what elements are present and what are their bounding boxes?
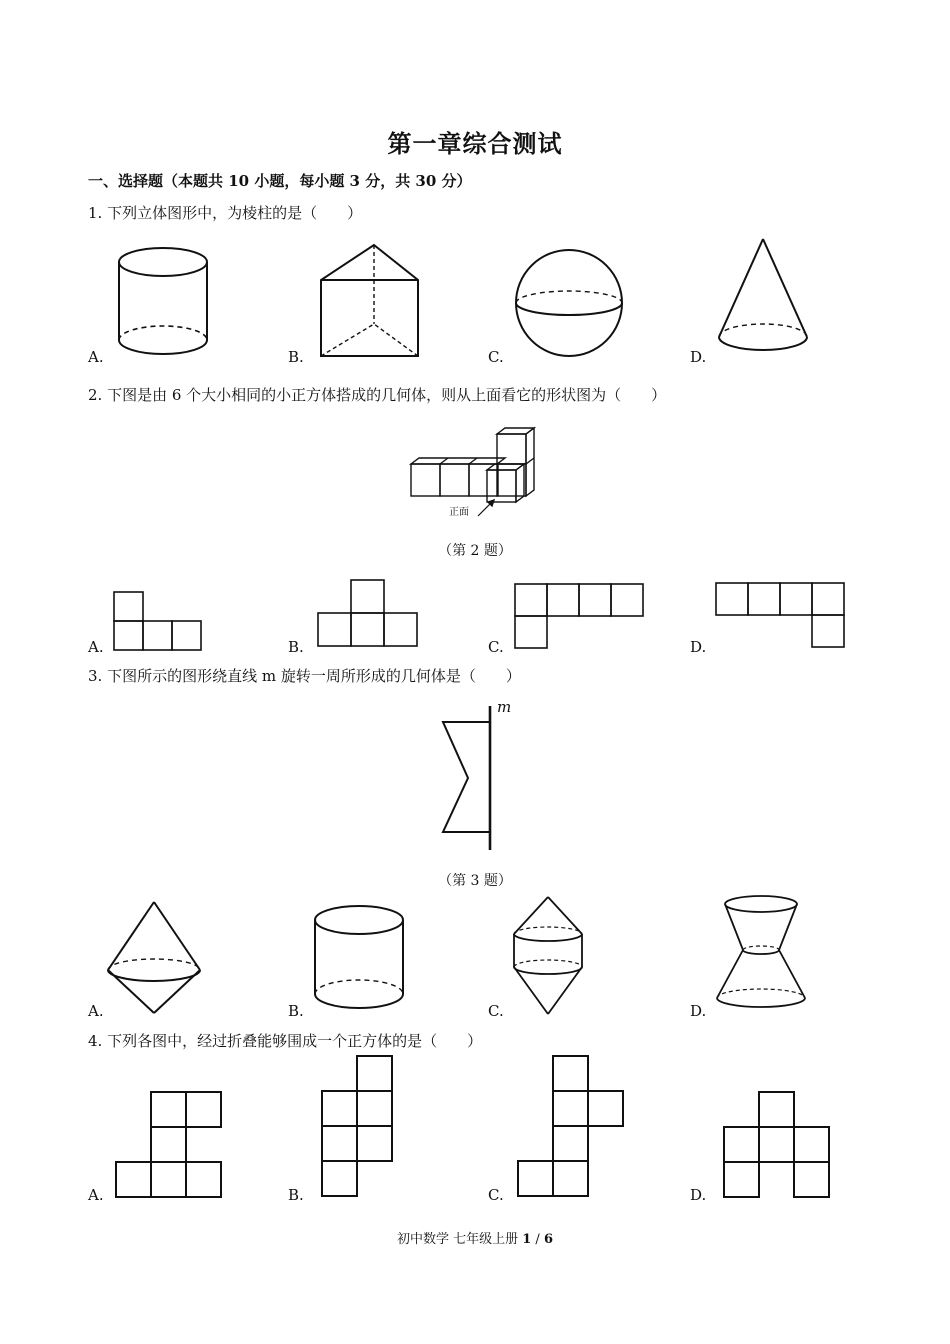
- q4-option-c-net: [516, 1054, 628, 1200]
- page-title: 第一章综合测试: [387, 129, 563, 158]
- hourglass-cones-icon: [712, 892, 812, 1014]
- q2-option-d[interactable]: D.: [690, 638, 707, 656]
- q2-option-b[interactable]: B.: [288, 638, 304, 656]
- page-number: 1: [522, 1232, 532, 1247]
- front-view-label: 正面: [449, 507, 469, 518]
- cone-icon: [712, 236, 822, 361]
- page-separator: /: [531, 1232, 544, 1247]
- footer-text: 初中数学 七年级上册: [396, 1232, 523, 1247]
- q1-option-a[interactable]: A.: [88, 348, 104, 366]
- question-2-text: 2. 下图是由 6 个大小相同的小正方体搭成的几何体，则从上面看它的形状图为（ ）: [88, 386, 667, 404]
- question-4-text: 4. 下列各图中，经过折叠能够围成一个正方体的是（ ）: [88, 1032, 483, 1050]
- q3-option-b[interactable]: B.: [288, 1002, 304, 1020]
- q2-option-d-grid: [714, 581, 846, 651]
- q2-option-c[interactable]: C.: [488, 638, 504, 656]
- cube-stack-figure: [408, 426, 548, 522]
- sphere-icon: [512, 246, 632, 366]
- rotation-figure: [438, 700, 518, 860]
- double-cone-icon: [104, 898, 208, 1018]
- q3-option-d[interactable]: D.: [690, 1002, 707, 1020]
- q1-option-d[interactable]: D.: [690, 348, 707, 366]
- q4-option-d-net: [722, 1090, 834, 1200]
- q4-option-b-net: [320, 1054, 396, 1200]
- cylinder-icon: [110, 244, 220, 364]
- question-3-text: 3. 下图所示的图形绕直线 m 旋转一周所形成的几何体是（ ）: [88, 667, 521, 685]
- q3-option-a[interactable]: A.: [88, 1002, 104, 1020]
- q2-option-c-grid: [513, 582, 645, 652]
- cone-cylinder-cone-icon: [510, 894, 594, 1018]
- question-1-text: 1. 下列立体图形中，为棱柱的是（ ）: [88, 204, 363, 222]
- q3-option-c[interactable]: C.: [488, 1002, 504, 1020]
- axis-m-label: m: [497, 698, 512, 716]
- section-heading: 一、选择题（本题共 10 小题，每小题 3 分，共 30 分）: [88, 172, 472, 190]
- q4-option-c[interactable]: C.: [488, 1186, 504, 1204]
- q4-option-a[interactable]: A.: [88, 1186, 104, 1204]
- q1-option-c[interactable]: C.: [488, 348, 504, 366]
- page-footer: [0, 1228, 950, 1247]
- page-total: 6: [543, 1232, 553, 1247]
- q4-option-b[interactable]: B.: [288, 1186, 304, 1204]
- q2-option-a-grid: [112, 590, 204, 652]
- question-3-caption: （第 3 题）: [438, 873, 512, 889]
- q4-option-a-net: [114, 1090, 224, 1200]
- cylinder-option-icon: [311, 902, 411, 1014]
- q4-option-d[interactable]: D.: [690, 1186, 707, 1204]
- q1-option-b[interactable]: B.: [288, 348, 304, 366]
- q2-option-b-grid: [316, 578, 420, 650]
- q2-option-a[interactable]: A.: [88, 638, 104, 656]
- question-2-caption: （第 2 题）: [438, 543, 512, 559]
- triangular-prism-icon: [318, 242, 428, 367]
